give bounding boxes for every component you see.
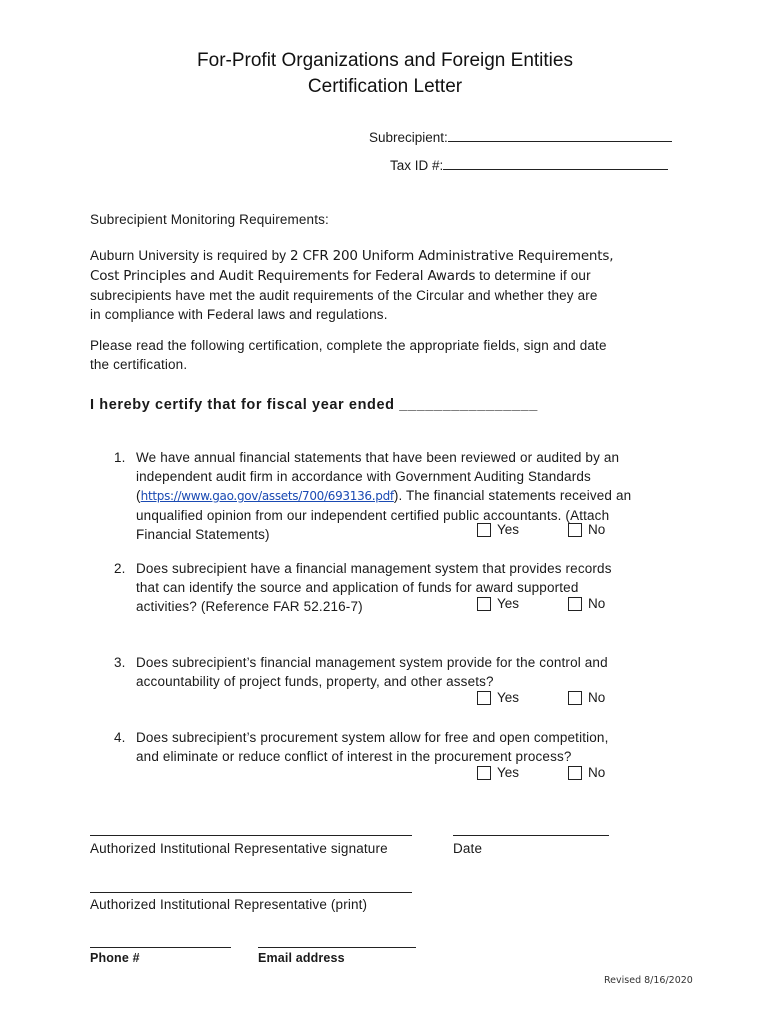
paragraph-text: subrecipients have met the audit requirements of the Circular and whether they are	[90, 288, 598, 303]
monitoring-paragraph	[90, 246, 690, 324]
print-name-line[interactable]	[90, 892, 412, 893]
checkbox-box[interactable]	[568, 523, 582, 537]
cfr-reference: 2 CFR 200 Uniform Administrative Requirements,	[290, 248, 614, 264]
no-label: No	[588, 765, 606, 780]
q3-yes-checkbox[interactable]	[477, 690, 519, 705]
signature-label: Authorized Institutional Representative signature	[90, 841, 388, 856]
gao-link[interactable]: https://www.gao.gov/assets/700/693136.pdf	[140, 489, 394, 503]
question-number: 4.	[114, 730, 126, 745]
checkbox-box[interactable]	[568, 766, 582, 780]
yes-label: Yes	[497, 690, 520, 705]
no-label: No	[588, 522, 606, 537]
phone-line[interactable]	[90, 947, 231, 948]
q4-yes-checkbox[interactable]	[477, 765, 519, 780]
q1-yes-checkbox[interactable]	[477, 522, 519, 537]
paragraph-text: the certification.	[90, 357, 188, 372]
question-4	[114, 728, 674, 768]
checkbox-box[interactable]	[477, 766, 491, 780]
question-text: Financial Statements)	[136, 527, 270, 542]
cfr-reference-cont: Cost Principles and Audit Requirements for Federal Awards	[90, 268, 476, 284]
q1-no-checkbox[interactable]	[568, 522, 605, 537]
phone-label: Phone #	[90, 951, 140, 965]
question-text: Does subrecipient’s procurement system allow for free and open competition,	[136, 730, 609, 745]
question-text: (	[136, 488, 141, 503]
paragraph-text: to determine if our	[475, 268, 591, 283]
question-text: that can identify the source and application of funds for award supported	[136, 580, 579, 595]
subrecipient-label: Subrecipient:	[369, 130, 448, 145]
page-subtitle: Certification Letter	[307, 76, 463, 97]
paragraph-text: Please read the following certification, complete the appropriate fields, sign and date	[90, 338, 607, 353]
question-text: ). The financial statements received an	[393, 488, 632, 503]
signature-line[interactable]	[90, 835, 412, 836]
checkbox-box[interactable]	[568, 597, 582, 611]
instructions-paragraph	[90, 336, 690, 374]
q2-no-checkbox[interactable]	[568, 596, 605, 611]
subrecipient-field	[369, 127, 672, 145]
question-text: Does subrecipient’s financial management system provide for the control and	[136, 655, 608, 670]
yes-label: Yes	[497, 596, 520, 611]
taxid-input-line[interactable]	[443, 155, 668, 170]
taxid-field	[390, 155, 668, 173]
question-text: Does subrecipient have a financial management system that provides records	[136, 561, 612, 576]
q4-no-checkbox[interactable]	[568, 765, 605, 780]
question-text: We have annual financial statements that have been reviewed or audited by an	[136, 450, 620, 465]
email-line[interactable]	[258, 947, 416, 948]
no-label: No	[588, 596, 606, 611]
taxid-label: Tax ID #:	[390, 158, 444, 173]
question-text: activities? (Reference FAR 52.216-7)	[136, 599, 363, 614]
yes-label: Yes	[497, 765, 520, 780]
print-name-label: Authorized Institutional Representative (print)	[90, 897, 368, 912]
checkbox-box[interactable]	[568, 691, 582, 705]
question-text: independent audit firm in accordance with Government Auditing Standards	[136, 469, 591, 484]
paragraph-text: in compliance with Federal laws and regulations.	[90, 307, 388, 322]
checkbox-box[interactable]	[477, 523, 491, 537]
monitoring-heading: Subrecipient Monitoring Requirements:	[90, 212, 329, 227]
email-label: Email address	[258, 951, 345, 965]
page-title: For-Profit Organizations and Foreign Entities	[197, 50, 573, 71]
subrecipient-input-line[interactable]	[448, 127, 672, 142]
q3-no-checkbox[interactable]	[568, 690, 605, 705]
question-number: 1.	[114, 450, 126, 465]
question-text: and eliminate or reduce conflict of interest in the procurement process?	[136, 749, 572, 764]
question-text: accountability of project funds, property, and other assets?	[136, 674, 494, 689]
paragraph-text: Auburn University is required by	[90, 248, 291, 263]
question-text: unqualified opinion from our independent certified public accountants. (Attach	[136, 508, 610, 523]
revised-date: Revised 8/16/2020	[604, 975, 693, 986]
question-3	[114, 653, 674, 693]
checkbox-box[interactable]	[477, 691, 491, 705]
date-label: Date	[453, 841, 483, 856]
question-number: 2.	[114, 561, 126, 576]
q2-yes-checkbox[interactable]	[477, 596, 519, 611]
yes-label: Yes	[497, 522, 520, 537]
date-line[interactable]	[453, 835, 609, 836]
question-number: 3.	[114, 655, 126, 670]
certify-statement: I hereby certify that for fiscal year ended ________________	[90, 397, 538, 413]
no-label: No	[588, 690, 606, 705]
checkbox-box[interactable]	[477, 597, 491, 611]
